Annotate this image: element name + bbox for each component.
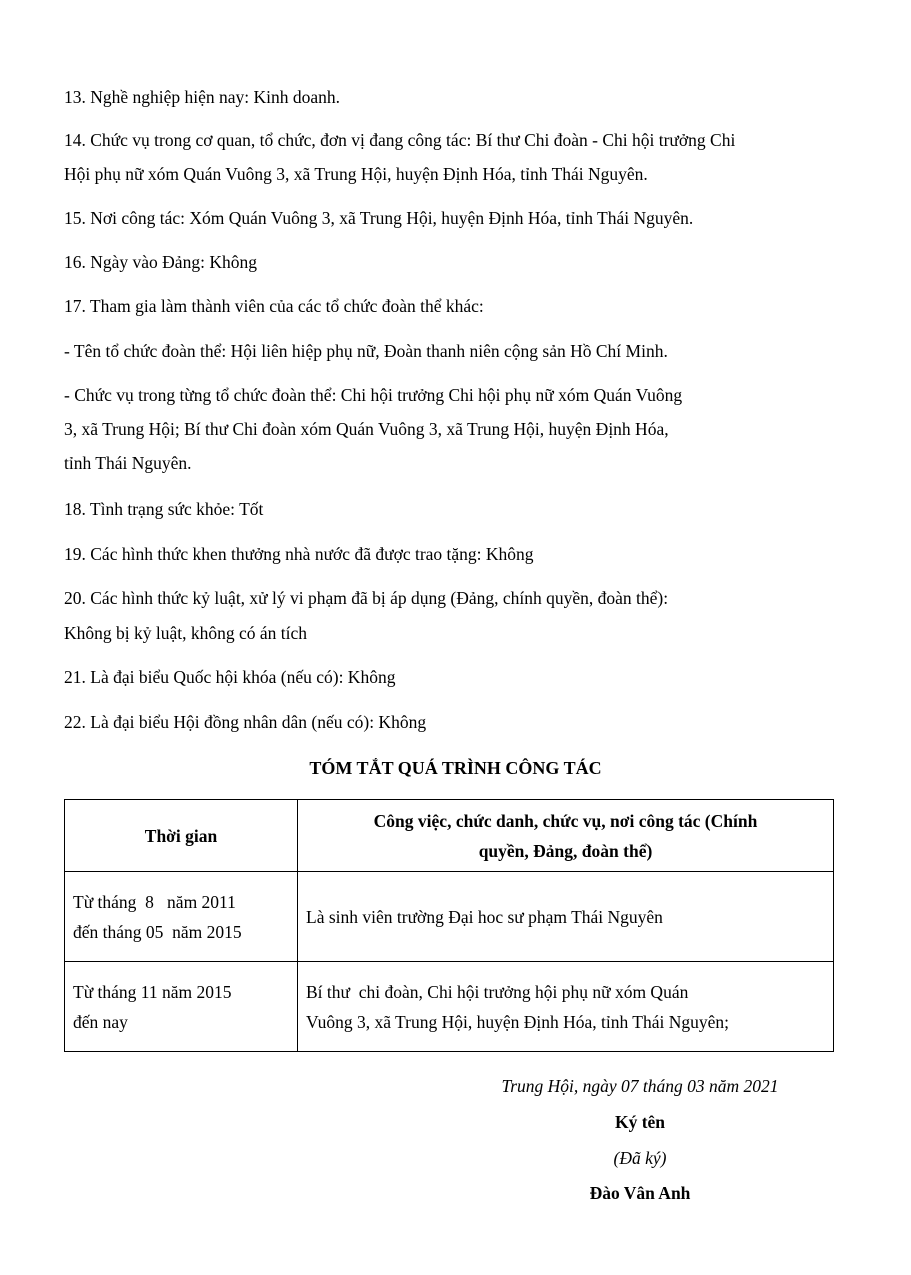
item-15: 15. Nơi công tác: Xóm Quán Vuông 3, xã Trung Hội, huyện Định Hóa, tỉnh Thái Nguyên. — [64, 208, 694, 228]
row-time-line: đến nay — [73, 1011, 128, 1032]
item-17-positions-line-2: 3, xã Trung Hội; Bí thư Chi đoàn xóm Quán Vuông 3, xã Trung Hội, huyện Định Hóa, — [64, 419, 669, 439]
item-13: 13. Nghề nghiệp hiện nay: Kinh doanh. — [64, 87, 341, 107]
item-16: 16. Ngày vào Đảng: Không — [64, 252, 257, 272]
work-history-table — [64, 799, 834, 1052]
row-work-line: Vuông 3, xã Trung Hội, huyện Định Hóa, tỉnh Thái Nguyên; — [306, 1011, 729, 1032]
row-work-line: Bí thư chi đoàn, Chi hội trưởng hội phụ nữ xóm Quán — [306, 981, 689, 1002]
row-time — [65, 872, 298, 962]
item-14-line-1: 14. Chức vụ trong cơ quan, tổ chức, đơn vị đang công tác: Bí thư Chi đoàn - Chi hội trưởng Chi — [64, 130, 736, 150]
row-work-line: Là sinh viên trường Đại hoc sư phạm Thái Nguyên — [306, 906, 663, 927]
header-work-line-2: quyền, Đảng, đoàn thể) — [478, 840, 653, 861]
place-date: Trung Hội, ngày 07 tháng 03 năm 2021 — [501, 1076, 779, 1096]
table-row — [65, 872, 834, 962]
signature-label: Ký tên — [614, 1112, 666, 1132]
signer-name: Đào Vân Anh — [589, 1183, 691, 1203]
item-20-line-2: Không bị kỷ luật, không có án tích — [64, 623, 308, 643]
item-21: 21. Là đại biểu Quốc hội khóa (nếu có): Không — [64, 667, 396, 687]
row-time-line: Từ tháng 11 năm 2015 — [73, 981, 232, 1002]
header-work — [298, 800, 834, 872]
item-18: 18. Tình trạng sức khỏe: Tốt — [64, 499, 264, 519]
table-row — [65, 962, 834, 1052]
item-17-positions-line-3: tỉnh Thái Nguyên. — [64, 453, 192, 473]
header-time: Thời gian — [65, 800, 298, 872]
item-17: 17. Tham gia làm thành viên của các tổ chức đoàn thể khác: — [64, 296, 484, 316]
item-19: 19. Các hình thức khen thưởng nhà nước đã được trao tặng: Không — [64, 544, 534, 564]
section-title: TÓM TẮT QUÁ TRÌNH CÔNG TÁC — [309, 758, 602, 778]
row-work — [298, 962, 834, 1052]
row-time — [65, 962, 298, 1052]
item-20-line-1: 20. Các hình thức kỷ luật, xử lý vi phạm đã bị áp dụng (Đảng, chính quyền, đoàn thể): — [64, 588, 669, 608]
item-22: 22. Là đại biểu Hội đồng nhân dân (nếu có): Không — [64, 712, 427, 732]
item-17-org-names: - Tên tổ chức đoàn thể: Hội liên hiệp phụ nữ, Đoàn thanh niên cộng sản Hồ Chí Minh. — [64, 341, 668, 361]
row-time-line: đến tháng 05 năm 2015 — [73, 921, 242, 942]
row-time-line: Từ tháng 8 năm 2011 — [73, 891, 236, 912]
item-14-line-2: Hội phụ nữ xóm Quán Vuông 3, xã Trung Hội, huyện Định Hóa, tỉnh Thái Nguyên. — [64, 164, 648, 184]
signed-note: (Đã ký) — [613, 1148, 667, 1168]
header-work-line-1: Công việc, chức danh, chức vụ, nơi công tác (Chính — [373, 810, 758, 831]
row-work — [298, 872, 834, 962]
item-17-positions-line-1: - Chức vụ trong từng tổ chức đoàn thể: Chi hội trưởng Chi hội phụ nữ xóm Quán Vuông — [64, 385, 683, 405]
table-header-row — [65, 800, 834, 872]
